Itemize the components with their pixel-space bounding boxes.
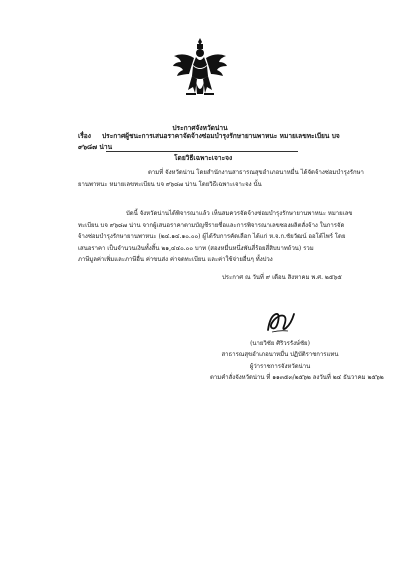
paragraph-line: จ้างซ่อมบำรุงรักษายานพาหนะ (๒๔.๑๔.๑๐.๐๐) ผู้ได้รับการคัดเลือก ได้แก่ ห.จ.ก.ชัยวัฒน์ ออโต้ไพร์ โดย — [78, 233, 346, 241]
paragraph-decision — [78, 208, 353, 266]
subject-text-line2: โดยวิธีเฉพาะเจาะจง — [174, 154, 233, 162]
paragraph-line: บัดนี้ จังหวัดน่านได้พิจารณาแล้ว เห็นสมควรจัดจ้างซ่อมบำรุงรักษายานพาหนะ หมายเลข — [126, 210, 353, 217]
document-heading: ประกาศจังหวัดน่าน — [172, 124, 228, 132]
paragraph-background — [78, 167, 364, 190]
subject-text-line1: ประกาศผู้ชนะการเสนอราคาจัดจ้างซ่อมบำรุงรักษายานพาหนะ หมายเลขทะเบียน บจ ๙๖๘๗ น่าน — [78, 132, 340, 151]
document-subject — [78, 131, 358, 164]
announcement-date: ประกาศ ณ วันที่ ๙ เดือน สิงหาคม พ.ศ. ๒๕๖๕ — [222, 274, 342, 281]
paragraph-line: ตามที่ จังหวัดน่าน โดยสำนักงานสาธารณสุขอำเภอนาหมื่น ได้จัดจ้างซ่อมบำรุงรักษา — [148, 169, 364, 176]
signer-order-reference: ตามคำสั่งจังหวัดน่าน ที่ ๑๑๓๕๓/๒๕๖๒ ลงวันที่ ๒๔ ธันวาคม ๒๕๖๒ — [210, 374, 384, 382]
paragraph-line: ยานพาหนะ หมายเลขทะเบียน บจ ๙๖๘๗ น่าน โดยวิธีเฉพาะเจาะจง นั้น — [78, 180, 262, 188]
signature-block — [210, 338, 384, 384]
garuda-emblem-icon — [172, 36, 228, 98]
paragraph-line: ทะเบียน บจ ๙๖๘๗ น่าน จากผู้เสนอราคาตามบัญชีรายชื่อและการพิจารณาเลขซองผลิตสั่งจ้าง ในการจัด — [78, 221, 345, 229]
paragraph-line: เสนอราคา เป็นจำนวนเงินทั้งสิ้น ๒๑,๔๔๐.๐๐ บาท (สองหมื่นหนึ่งพันสี่ร้อยสี่สิบบาทถ้วน) รวม — [78, 244, 314, 252]
signer-title: สาธารณสุขอำเภอนาหมื่น ปฏิบัติราชการแทน — [221, 351, 339, 359]
signer-title: ผู้ว่าราชการจังหวัดน่าน — [249, 362, 311, 370]
subject-label: เรื่อง — [78, 132, 91, 140]
handwritten-signature — [262, 306, 296, 336]
signer-name: (นายวิชัย ศิริวรรังษ์ชัย) — [250, 340, 310, 347]
heading-divider — [106, 151, 298, 152]
paragraph-line: ภาษีมูลค่าเพิ่มและภาษีอื่น ค่าขนส่ง ค่าจดทะเบียน และค่าใช้จ่ายอื่นๆ ทั้งปวง — [78, 256, 273, 264]
